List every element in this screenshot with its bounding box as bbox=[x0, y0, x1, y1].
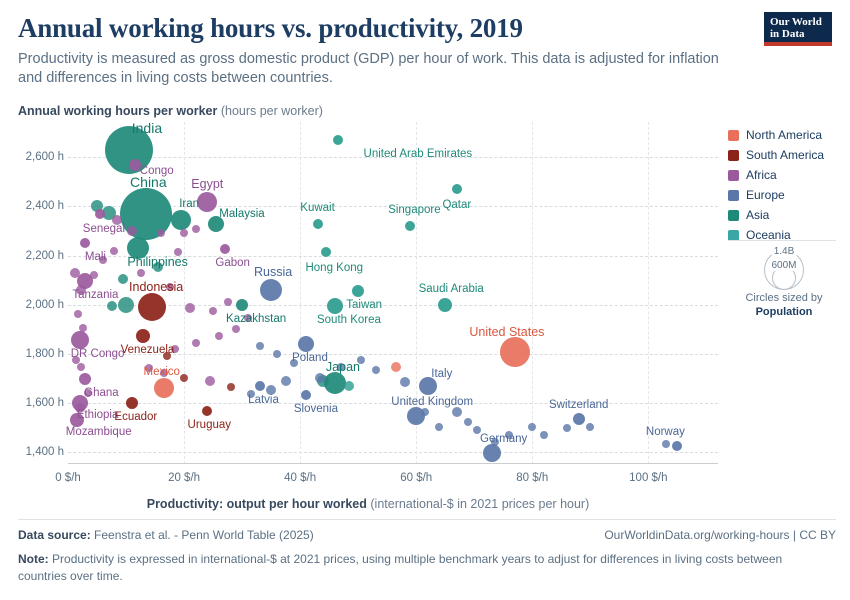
data-point-gabon[interactable] bbox=[220, 244, 230, 254]
size-caption-line-1: Circles sized by bbox=[745, 292, 823, 304]
size-legend-circles bbox=[728, 246, 840, 290]
data-point-unlabeled-18[interactable] bbox=[137, 269, 145, 277]
legend-item-label: South America bbox=[746, 148, 825, 162]
legend-swatch-icon bbox=[728, 130, 739, 141]
data-point-unlabeled-6[interactable] bbox=[77, 363, 85, 371]
data-point-label: Senegal bbox=[82, 222, 126, 235]
data-point-germany[interactable] bbox=[483, 444, 501, 462]
legend-item-label: Africa bbox=[746, 168, 777, 182]
data-point-label: Kazakhstan bbox=[226, 312, 287, 325]
data-point-unlabeled-14[interactable] bbox=[180, 229, 188, 237]
data-point-unlabeled-28[interactable] bbox=[215, 332, 223, 340]
data-point-label: Malaysia bbox=[219, 207, 265, 220]
data-point-unlabeled-48[interactable] bbox=[400, 377, 410, 387]
legend-item-africa[interactable] bbox=[728, 168, 840, 182]
data-point-unlabeled-59[interactable] bbox=[586, 423, 594, 431]
data-point-label: South Korea bbox=[316, 313, 381, 326]
data-source-label: Data source: bbox=[18, 528, 91, 542]
data-point-unlabeled-43[interactable] bbox=[315, 373, 325, 383]
data-point-label: Mexico bbox=[143, 365, 180, 378]
data-point-label: Slovenia bbox=[293, 403, 338, 416]
data-point-label: Saudi Arabia bbox=[418, 282, 484, 295]
data-point-qatar[interactable] bbox=[452, 184, 462, 194]
data-point-unlabeled-20[interactable] bbox=[166, 283, 174, 291]
data-point-label: Poland bbox=[292, 351, 328, 364]
data-point-slovenia[interactable] bbox=[301, 390, 311, 400]
legend-item-south-america[interactable] bbox=[728, 148, 840, 162]
data-point-kuwait[interactable] bbox=[313, 219, 323, 229]
data-point-label: Mali bbox=[84, 251, 106, 264]
data-point-label: Italy bbox=[431, 367, 453, 380]
data-point-label: India bbox=[131, 120, 163, 137]
owid-logo[interactable] bbox=[764, 12, 832, 46]
data-point-saudi-arabia[interactable] bbox=[438, 298, 452, 312]
data-point-label: Russia bbox=[254, 264, 293, 279]
data-point-unlabeled-54[interactable] bbox=[505, 431, 513, 439]
footer-link[interactable]: OurWorldinData.org/working-hours | CC BY bbox=[604, 528, 836, 542]
x-axis-tick-label: 0 $/h bbox=[55, 472, 81, 484]
x-axis-line bbox=[68, 463, 718, 464]
data-point-unlabeled-58[interactable] bbox=[563, 424, 571, 432]
y-axis-tick-label: 1,600 h bbox=[25, 396, 64, 409]
x-grid-line bbox=[184, 122, 185, 464]
data-point-label: DR Congo bbox=[70, 348, 125, 361]
size-legend bbox=[728, 246, 840, 320]
data-point-italy[interactable] bbox=[419, 377, 437, 395]
data-point-indonesia[interactable] bbox=[138, 293, 166, 321]
data-point-unlabeled-33[interactable] bbox=[160, 369, 168, 377]
y-axis-tick-label: 1,400 h bbox=[25, 445, 64, 458]
chart-subtitle: Productivity is measured as gross domestic product (GDP) per hour of work. This data is adjusted for inflation and differences in living costs between countries. bbox=[18, 50, 719, 87]
page-title: Annual working hours vs. productivity, 2019 bbox=[18, 13, 523, 43]
footer-note-text: Productivity is expressed in international-$ at 2021 prices, using multiple benchmark years to adjust for differences in living costs between countries over time. bbox=[18, 551, 783, 583]
y-grid-line bbox=[68, 157, 718, 158]
data-point-ghana[interactable] bbox=[79, 373, 91, 385]
data-point-south-korea[interactable] bbox=[327, 298, 343, 314]
data-point-unlabeled-29[interactable] bbox=[192, 339, 200, 347]
size-label-large: 1.4B bbox=[773, 246, 795, 257]
data-point-unlabeled-34[interactable] bbox=[180, 374, 188, 382]
x-grid-line bbox=[300, 122, 301, 464]
y-axis-title-unit: (hours per worker) bbox=[220, 104, 323, 118]
data-point-unlabeled-65[interactable] bbox=[90, 271, 98, 279]
logo-line-1: Our World bbox=[770, 16, 822, 28]
y-grid-line bbox=[68, 403, 718, 404]
data-point-label: Switzerland bbox=[548, 398, 609, 411]
data-point-iran[interactable] bbox=[171, 210, 191, 230]
data-point-label: Uruguay bbox=[187, 419, 232, 432]
data-point-label: United States bbox=[469, 325, 545, 340]
data-point-unlabeled-30[interactable] bbox=[171, 345, 179, 353]
data-point-label: Hong Kong bbox=[305, 261, 364, 274]
data-point-label: Norway bbox=[645, 425, 685, 438]
legend-swatch-icon bbox=[728, 190, 739, 201]
data-point-dr-congo[interactable] bbox=[71, 331, 89, 349]
data-point-label: United Arab Emirates bbox=[363, 148, 473, 161]
data-source-text: Feenstra et al. - Penn World Table (2025) bbox=[94, 528, 314, 542]
data-point-unlabeled-57[interactable] bbox=[540, 431, 548, 439]
data-point-label: Singapore bbox=[388, 204, 441, 217]
data-point-switzerland[interactable] bbox=[573, 413, 585, 425]
data-point-russia[interactable] bbox=[260, 279, 282, 301]
y-axis-tick-label: 1,800 h bbox=[25, 347, 64, 360]
data-point-unlabeled-56[interactable] bbox=[528, 423, 536, 431]
data-point-unlabeled-27[interactable] bbox=[232, 325, 240, 333]
data-point-united-states[interactable] bbox=[500, 337, 530, 367]
data-point-singapore[interactable] bbox=[405, 221, 415, 231]
data-point-congo[interactable] bbox=[129, 159, 141, 171]
data-source bbox=[18, 527, 314, 544]
data-point-label: Venezuela bbox=[120, 344, 175, 357]
data-point-unlabeled-64[interactable] bbox=[110, 247, 118, 255]
data-point-united-arab-emirates[interactable] bbox=[333, 135, 343, 145]
legend-swatch-icon bbox=[728, 230, 739, 241]
data-point-unlabeled-13[interactable] bbox=[157, 229, 165, 237]
data-point-label: Congo bbox=[139, 164, 174, 177]
data-point-unlabeled-26[interactable] bbox=[244, 314, 252, 322]
data-point-unlabeled-11[interactable] bbox=[112, 215, 122, 225]
data-point-unlabeled-22[interactable] bbox=[107, 301, 117, 311]
legend-swatch-icon bbox=[728, 210, 739, 221]
data-point-label: Latvia bbox=[248, 393, 279, 406]
legend-item-label: North America bbox=[746, 128, 823, 142]
data-point-unlabeled-42[interactable] bbox=[256, 342, 264, 350]
y-grid-line bbox=[68, 452, 718, 453]
legend-item-label: Asia bbox=[746, 208, 770, 222]
data-point-hong-kong[interactable] bbox=[321, 247, 331, 257]
data-point-unlabeled-25[interactable] bbox=[224, 298, 232, 306]
y-axis-tick-label: 2,000 h bbox=[25, 298, 64, 311]
legend-item-north-america[interactable] bbox=[728, 128, 840, 142]
data-point-unlabeled-24[interactable] bbox=[209, 307, 217, 315]
data-point-unlabeled-21[interactable] bbox=[118, 297, 134, 313]
data-point-label: Gabon bbox=[215, 257, 250, 270]
data-point-label: Indonesia bbox=[129, 280, 184, 295]
legend-item-asia[interactable] bbox=[728, 208, 840, 222]
data-point-unlabeled-62[interactable] bbox=[344, 381, 354, 391]
data-point-uruguay[interactable] bbox=[202, 406, 212, 416]
y-axis-tick-label: 2,200 h bbox=[25, 249, 64, 262]
data-point-label: China bbox=[130, 173, 167, 190]
data-point-unlabeled-49[interactable] bbox=[421, 408, 429, 416]
data-point-unlabeled-8[interactable] bbox=[75, 403, 85, 413]
x-axis-title-main: Productivity: output per hour worked bbox=[146, 497, 367, 511]
data-point-mexico[interactable] bbox=[154, 378, 174, 398]
x-axis-title bbox=[18, 497, 718, 511]
legend-item-label: Europe bbox=[746, 188, 785, 202]
data-point-malaysia[interactable] bbox=[208, 216, 224, 232]
data-point-poland[interactable] bbox=[298, 336, 314, 352]
data-point-mozambique[interactable] bbox=[70, 413, 84, 427]
x-axis-tick-label: 80 $/h bbox=[516, 472, 549, 484]
y-grid-line bbox=[68, 256, 718, 257]
legend-swatch-icon bbox=[728, 150, 739, 161]
data-point-mali[interactable] bbox=[80, 238, 90, 248]
data-point-label: Ethiopia bbox=[76, 408, 119, 421]
size-caption-line-2: Population bbox=[755, 305, 813, 318]
data-point-label: Germany bbox=[480, 432, 528, 445]
data-point-label: Qatar bbox=[442, 199, 472, 212]
x-axis-tick-label: 20 $/h bbox=[168, 472, 201, 484]
footer-note-label: Note: bbox=[18, 551, 49, 566]
data-point-unlabeled-60[interactable] bbox=[662, 440, 670, 448]
y-axis-tick-label: 2,600 h bbox=[25, 151, 64, 164]
data-point-label: Iran bbox=[179, 197, 200, 210]
x-axis-tick-label: 60 $/h bbox=[400, 472, 433, 484]
data-point-label: United Kingdom bbox=[391, 396, 474, 409]
footer-note bbox=[18, 551, 808, 585]
x-grid-line bbox=[532, 122, 533, 464]
y-axis-title-main: Annual working hours per worker bbox=[18, 104, 218, 118]
data-point-label: Tanzania bbox=[72, 289, 119, 302]
chart-footer bbox=[18, 527, 836, 584]
data-point-venezuela[interactable] bbox=[136, 329, 150, 343]
size-label-small: 600M bbox=[771, 260, 797, 271]
data-point-unlabeled-15[interactable] bbox=[192, 225, 200, 233]
data-point-unlabeled-35[interactable] bbox=[205, 376, 215, 386]
data-point-ecuador[interactable] bbox=[126, 397, 138, 409]
data-point-latvia[interactable] bbox=[255, 381, 265, 391]
data-point-unlabeled-52[interactable] bbox=[464, 418, 472, 426]
data-point-label: Philippines bbox=[127, 255, 188, 270]
data-point-kazakhstan[interactable] bbox=[236, 299, 248, 311]
data-point-unlabeled-23[interactable] bbox=[185, 303, 195, 313]
data-point-unlabeled-40[interactable] bbox=[290, 359, 298, 367]
legend-swatch-icon bbox=[728, 170, 739, 181]
data-point-unlabeled-17[interactable] bbox=[153, 262, 163, 272]
data-point-unlabeled-37[interactable] bbox=[247, 390, 255, 398]
data-point-label: Taiwan bbox=[346, 299, 383, 312]
legend-item-label: Oceania bbox=[746, 228, 791, 242]
data-point-unlabeled-55[interactable] bbox=[491, 438, 499, 446]
logo-line-2: in Data bbox=[770, 28, 805, 40]
data-point-unlabeled-47[interactable] bbox=[391, 362, 401, 372]
data-point-unlabeled-44[interactable] bbox=[337, 363, 345, 371]
footer-divider bbox=[18, 519, 836, 520]
data-point-unlabeled-39[interactable] bbox=[281, 376, 291, 386]
data-point-unlabeled-2[interactable] bbox=[76, 285, 86, 295]
data-point-norway[interactable] bbox=[672, 441, 682, 451]
x-axis-title-unit: (international-$ in 2021 prices per hour) bbox=[370, 497, 590, 511]
data-point-unlabeled-16[interactable] bbox=[174, 248, 182, 256]
data-point-label: Japan bbox=[325, 360, 360, 375]
data-point-label: Ecuador bbox=[114, 410, 158, 423]
data-point-unlabeled-41[interactable] bbox=[273, 350, 281, 358]
data-point-unlabeled-45[interactable] bbox=[357, 356, 365, 364]
data-point-unlabeled-19[interactable] bbox=[118, 274, 128, 284]
data-point-unlabeled-3[interactable] bbox=[74, 310, 82, 318]
data-point-unlabeled-31[interactable] bbox=[163, 352, 171, 360]
x-axis-tick-label: 40 $/h bbox=[284, 472, 317, 484]
color-legend[interactable] bbox=[728, 128, 840, 248]
data-point-unlabeled-51[interactable] bbox=[452, 407, 462, 417]
x-grid-line bbox=[648, 122, 649, 464]
data-point-unlabeled-53[interactable] bbox=[473, 426, 481, 434]
data-point-label: Mozambique bbox=[65, 425, 132, 438]
data-point-label: Ghana bbox=[84, 387, 119, 400]
scatter-plot-area[interactable] bbox=[18, 122, 718, 492]
data-point-taiwan[interactable] bbox=[352, 285, 364, 297]
data-point-label: Kuwait bbox=[300, 201, 335, 214]
legend-divider bbox=[728, 240, 836, 241]
data-point-senegal[interactable] bbox=[95, 209, 105, 219]
legend-item-europe[interactable] bbox=[728, 188, 840, 202]
x-axis-tick-label: 100 $/h bbox=[629, 472, 668, 484]
data-point-unlabeled-36[interactable] bbox=[227, 383, 235, 391]
data-point-label: Egypt bbox=[191, 176, 224, 191]
size-legend-caption bbox=[728, 292, 840, 320]
data-point-unlabeled-63[interactable] bbox=[99, 256, 107, 264]
data-point-philippines[interactable] bbox=[127, 237, 149, 259]
data-point-unlabeled-32[interactable] bbox=[145, 364, 153, 372]
y-axis-title bbox=[18, 104, 323, 118]
data-point-unlabeled-12[interactable] bbox=[127, 226, 137, 236]
y-axis-tick-label: 2,400 h bbox=[25, 200, 64, 213]
data-point-unlabeled-7[interactable] bbox=[84, 389, 92, 397]
data-point-unlabeled-38[interactable] bbox=[266, 385, 276, 395]
data-point-unlabeled-46[interactable] bbox=[372, 366, 380, 374]
data-point-unlabeled-50[interactable] bbox=[435, 423, 443, 431]
data-point-unlabeled-4[interactable] bbox=[79, 324, 87, 332]
data-point-unlabeled-1[interactable] bbox=[70, 268, 80, 278]
data-point-egypt[interactable] bbox=[197, 192, 217, 212]
